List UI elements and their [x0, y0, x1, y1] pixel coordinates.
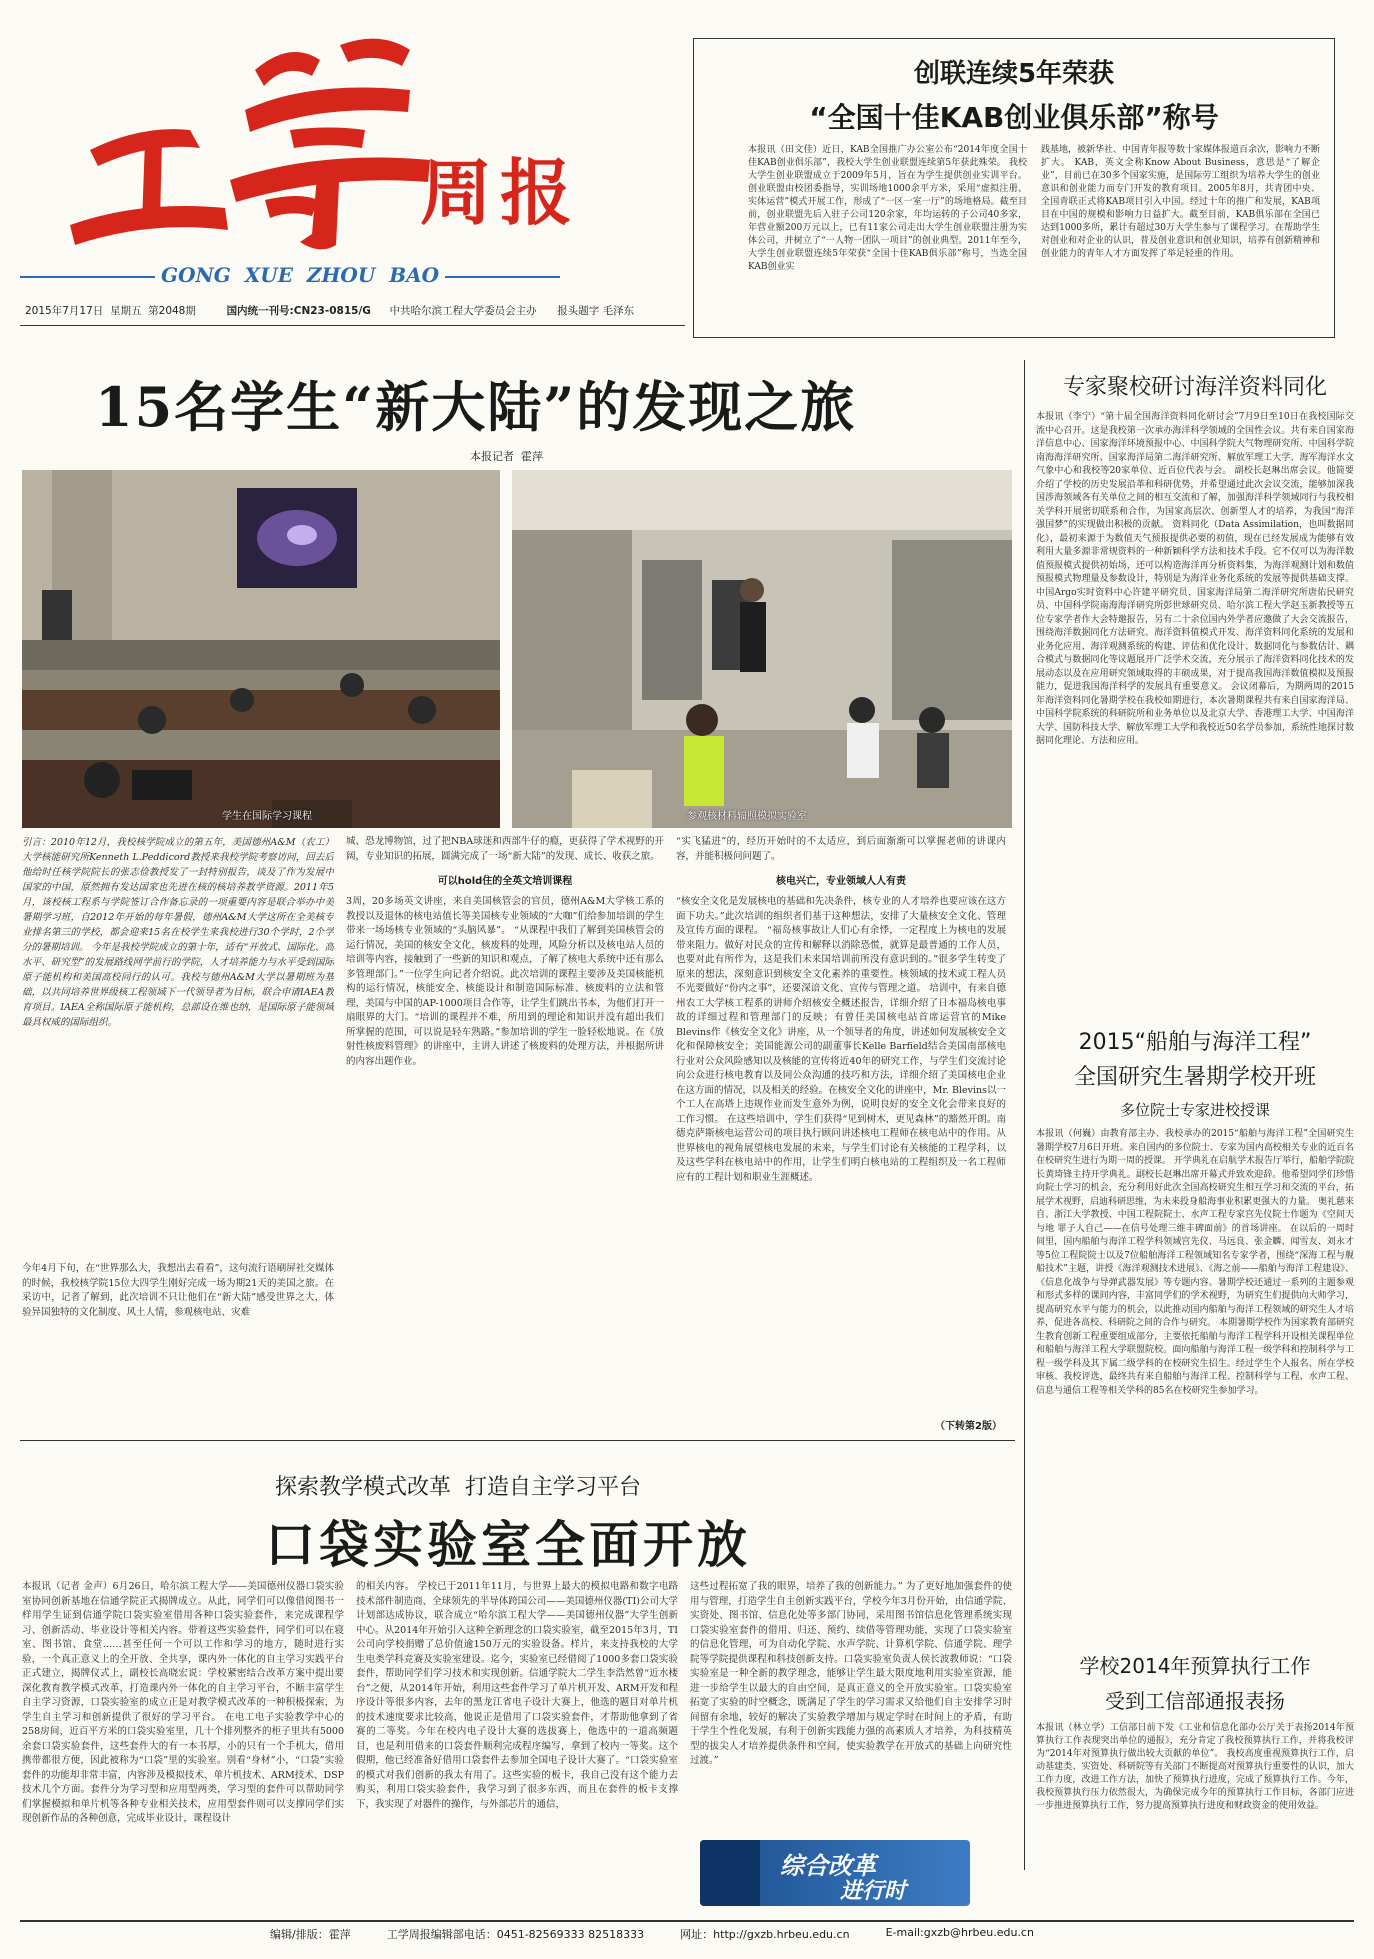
lab-scene-image	[512, 470, 1012, 828]
masthead-bottom-rule	[20, 325, 685, 326]
masthead-weekly: 周报	[420, 151, 581, 235]
main-col-2-subhead: 可以hold住的全英文培训课程	[437, 876, 573, 887]
bottom-headline: 口袋实验室全面开放	[265, 1515, 751, 1574]
main-col-3-lead: “实飞猛进”的，经历开始时的不太适应，到后面渐渐可以掌握老师的讲课内容，并能积极问问题了。	[676, 836, 1006, 862]
sponsor: 中共哈尔滨工程大学委员会主办	[389, 305, 537, 317]
reform-banner	[700, 1840, 970, 1906]
top-right-news-box	[693, 38, 1335, 338]
bottom-col-1: 本报讯（记者 金声）6月26日，哈尔滨工程大学——美国德州仪器口袋实验室协同创新基地在信通学院正式揭牌成立。从此，同学们可以像借阅图书一样用学生证到信通学院口袋实验室借用各种口袋实验套件，来完成课程学习、创新活动、毕业设计等相关内容。带着这些实验套件，同学们可以在寝室、图书馆、食堂……甚至任何一个可以工作和学习的地方，随时进行实验，一个真正意义上的全开放、全共享，课内外一体化的自主学习实践平台正式建立，揭牌仪式上，副校长高晓宏说：学校紧密结合改革方案中提出要深化教育教学模式改革，打造课内外一体化的自主学习平台，不断丰富学生自主学习资源，口袋实验室的成立正是对教学模式改革的一种积极探索，为学生自主学习和创新提供了很好的学习平台。 在电工电子实验教学中心的258房间，近百平方米的口袋实验室里，几十个排列整齐的柜子里共有5000余套口袋实验套件，这些套件大的有一本书厚，小的只有一个手机大，借用携带都很方便，因此被称为“口袋”里的实验室。别看“身材”小，“口袋”实验套件的功能却非常丰富，内容涉及模拟技术、单片机技术、ARM技术、DSP技术几个方面。套件分为学习型和应用型两类，学习型的套件可以帮助同学们掌握模拟和单片机等各种专业相关技术，应用型套件则可以支撑同学们实现创新作品的各种创意，完成毕业设计，课程设计	[22, 1581, 344, 1824]
issue-date: 2015年7月17日	[25, 305, 104, 317]
reform-banner-line-1: 综合改革	[780, 1852, 876, 1880]
main-col-2-lead: 城、恐龙博物馆，过了把NBA球迷和西部牛仔的瘾，更获得了学术视野的开阔，专业知识的拓展，圆满完成了一场“新大陆”的发现、成长、收获之旅。	[346, 836, 664, 862]
photo-classroom	[22, 470, 500, 828]
top-right-title-2: “全国十佳KAB创业俱乐部”称号	[809, 101, 1219, 134]
main-headline: 15名学生“新大陆”的发现之旅	[95, 375, 857, 439]
main-byline: 本报记者 霍萍	[470, 450, 543, 463]
top-right-title-1: 创联连续5年荣获	[913, 59, 1115, 89]
photo-lab-tour	[512, 470, 1012, 828]
issue-weekday: 星期五	[109, 305, 142, 317]
right-story-3-title-1: 学校2014年预算执行工作	[1079, 1654, 1311, 1678]
bottom-col-2: 的相关内容。 学校已于2011年11月，与世界上最大的模拟电路和数字电路技术部件制造商、全球领先的半导体跨国公司——美国德州仪器(TI)公司大学计划部达成协议，联合成立“哈尔滨工程大学——美国德州仪器”大学生创新中心。从2014年开始引入这种全新理念的口袋实验室，截至2015年3月，TI公司向学校捐赠了总价值逾150万元的实验设备。样片，来支持我校的大学生电类学科竞赛及实验室建设。迄今，实验室已经借阅了1000多套口袋实验套件，帮助同学们学习技术和实现创新。信通学院大二学生李浩然曾“近水楼台”之便，从2014年开始，利用这些套件学习了单片机开发、ARM开发和程序设计等很多内容，去年的黑龙江省电子设计大赛上，他选的题目对单片机的技术速度要求比较高，他说正是借用了口袋实验套件，才帮助他拿到了省赛的二等奖。今年在校内电子设计大赛的选拔赛上，他选中的一道高频题目，也是利用借来的口袋套件顺利完成程序编写，拿到了校内一等奖。这个假期，他已经准备好借用口袋套件去参加全国电子设计大赛了。“口袋实验室的模式对我们创新的我太有用了。这些实验的板卡，我自己没有这个能力去购买，利用口袋实验套件，我学习到了很多东西，而且在套件的板卡支撑下，我实现了对器件的操作，与外部芯片的通信，	[356, 1581, 678, 1810]
main-bottom-rule	[20, 1440, 1015, 1441]
masthead-pinyin: GONG XUE ZHOU BAO	[155, 263, 445, 287]
footer-email[interactable]: E-mail:gxzb@hrbeu.edu.cn	[885, 1926, 1034, 1939]
classroom-scene-image	[22, 470, 500, 828]
main-col-3	[676, 835, 1006, 1415]
footer-rule	[20, 1920, 1354, 1922]
main-col-3-body: “核安全文化是发展核电的基础和先决条件，核专业的人才培养也要应该在这方面下功夫。”此次培训的组织者们基于这种想法，安排了大量核安全文化、管理及宣传方面的课程。 “福岛核事故让人们心有余悸，一定程度上为核电的发展带来阻力。做好对民众的宣传和解释以消除恐慌，就算是最普通的工作人员，也要对此有所作为，这是我们未来国培训前所没有意识到的。”很多学生转变了原来的想法，深刻意识到核安全文化素养的重要性。核领域的技术或工程人员不光要做好“份内之事”，还要深谙文化、宣传与管理之道。 培训中，有来自德州农工大学核工程系的讲师介绍核安全概述报告，详细介绍了日本福岛核电事故的详细过程和管理部门的反映；有曾任美国核电站首席运营官的Mike Blevins作《核安全文化》讲座，从一个领导者的角度，讲述如何发展核安全文化和保障核安全；美国能源公司的副董事长Kelle Barfield结合美国南部核电行业对公众风险感知以及核能的宣传将近40年的研究工作，与学生们交流讨论向公众进行核电教育以及同公众沟通的技巧和方法，详细介绍了美国核电企业在这方面的情况，以及相关的经验。在核安全文化的讲座中，Mr. Blevins以一个工人在高塔上违规作业而发生意外为例，说明良好的安全文化会带来良好的工作习惯。 在这些培训中，学生们获得“见到树木，更见森林”的豁然开朗。南德克萨斯核电运营公司的项目执行顾问讲述核电工程师在核电站中的作用。从世界核电的视角展望核电发展的未来，与学生们讨论有关核能的工程学科，以及这些学科在核电站中的作用，让学生们明白核电站的工程组织及一名工程师应有的工程计划和职业生涯概述。	[676, 896, 1006, 1183]
continued-note: （下转第2版）	[935, 1421, 1002, 1432]
right-story-3	[1036, 1650, 1354, 1880]
footer-website[interactable]: 网址：http://gxzb.hrbeu.edu.cn	[680, 1928, 850, 1941]
footer-editor: 编辑/排版：霍萍	[270, 1928, 351, 1941]
top-right-col-2: 践基地，被新华社、中国青年报等数十家媒体报道百余次，影响力不断扩大。 KAB，英文全称Know About Business，意思是“了解企业”，目前已在30多个国家实施，是国际劳工组织为培养大学生的创业意识和创业能力而专门开发的教育项目。2005年8月，共青团中央、全国青联正式将KAB项目引入中国。经过十年的推广和发展，KAB项目在中国的规模和影响力日益扩大。截至目前，KAB俱乐部在全国已达到1000多所，累计有超过30万大学生参与了课程学习。在帮助学生对创业和对企业的认识，普及创业意识和创业知识，培养有创新精神和创业能力的青年人才方面发挥了举足轻重的作用。	[1041, 145, 1320, 259]
top-right-col-1: 本报讯（田文佳）近日，KAB全国推广办公室公布“2014年度全国十佳KAB创业俱乐部”，我校大学生创业联盟连续第5年获此殊荣。 我校大学生创业联盟成立于2009年5月，旨在为学生提供创业实训平台。创业联盟由校团委指导，实训场地1000余平方米，采用“虚拟注册、实体运营”模式开展工作，形成了“一区一室一厅”的场地格局。截至目前，创业联盟先后入驻子公司120余家，年均运转的子公司40多家，年营业额200万元以上，已有11家公司走出大学生创业联盟注册为实体公司，并树立了“一人物一团队一项目”的创业典型。2011年至今，大学生创业联盟连续5年荣获“全国十佳KAB俱乐部”称号，当选全国KAB创业实	[748, 145, 1027, 272]
bottom-col-3: 这些过程拓宽了我的眼界，培养了我的创新能力。” 为了更好地加强套件的使用与管理，打造学生自主创新实践平台，学校今年3月份开始，由信通学院、实资处、图书馆、信息化处等多部门协同，采用图书馆信息化管理系统实现口袋实验室套件的借用、归还、预约、续借等管理功能，实现了口袋实验室的信息化管理，可为自动化学院、水声学院、计算机学院、信通学院、理学院等学院提供课程和科技创新支持。口袋实验室负责人侯长波教师说：“口袋实验室是一种全新的教学理念，能够让学生最大限度地利用实验室资源，能进一步给学生以最大的自由空间，是真正意义的全开放实验室。口袋实验室拓宽了实验的时空概念，既满足了学生的学习需求又给他们自主安排学习时间留有余地，较好的解决了实验教学增加与规定学时在时间上的矛盾，有助于学生个性化发展，有利于创新实践能力强的高素质人才培养，为科技精英型的拔尖人才培养提供条件和空间，使实验教学在开放式的基础上向研究性过渡。”	[690, 1581, 1012, 1766]
calligraphy-credit: 报头题字 毛泽东	[557, 305, 635, 317]
masthead-info-row	[25, 303, 634, 318]
right-story-1-title: 专家聚校研讨海洋资料同化	[1062, 375, 1327, 400]
right-story-1-body: 本报讯（李宁）“第十届全国海洋资料同化研讨会”7月9日至10日在我校国际交流中心召开。这是我校第一次承办海洋科学领域的全国性会议。共有来自国家海洋信息中心、国家海洋环境预报中心、中国科学院大气物理研究所、中国科学院南海海洋研究所、国家海洋局第二海洋研究所、解放军理工大学、海军海洋水文气象中心和我校等20家单位、近百位代表与会。 副校长赵琳出席会议。他简要介绍了学校的历史发展沿革和科研优势，并希望通过此次会议交流，能够加深我国涉海领域各有关单位之间的相互交流和了解，加强海洋科学领域同行与我校相关学科开展密切联系和合作，为国家高层次、创新型人才的培养，为我国“海洋强国梦”的实现做出积极的贡献。 资料同化（Data Assimilation，也叫数据同化），最初来源于为数值天气预报提供必要的初值，现在已经发展成为能够有效利用大量多源非常规资料的一种新颖科学方法和技术手段。它不仅可以为海洋数值预报模式提供初始场，还可以构造海洋再分析资料集，为海洋观测计划和数值预报模式物理量及参数设计，特别是为海洋业务化系统的发展等提供基础支撑。 中国Argo实时资料中心许建平研究员、国家海洋局第二海洋研究所唐佑民研究员、中国科学院南海海洋研究所彭世球研究员、哈尔滨工程大学赵玉新教授等五位专家学者作大会特邀报告，另有二十余位国内外学者应邀做了大会交流报告，围绕海洋数据同化方法研究、海洋资料值模式开发、海洋资料同化系统的发展和业务化应用、海洋观测系统的构建、评估和优化设计、数据同化与参数估计、耦合模式与数据同化等议题展开广泛学术交流，充分展示了海洋资料同化技术的发展动态以及在应用研究领域取得的丰硕成果，对于提高我国海洋数值模拟及预报能力，促进我国海洋科学的发展具有重要意义。 会议闭幕后，为期两周的2015年海洋资料同化暑期学校在我校如期进行，本次暑期课程共有来自国家海洋局、中国科学院系统的科研院所和业务单位以及北京大学、香港理工大学、中国海洋大学、国防科技大学、解放军理工大学和我校近50名学员参加，系统性地探讨数据同化理论、方法和应用。	[1036, 412, 1354, 746]
right-story-1	[1036, 370, 1354, 981]
right-story-2-body: 本报讯（何巍）由教育部主办、我校承办的2015“船舶与海洋工程”全国研究生暑期学校7月6日开班。来自国内的多位院士、专家为国内高校相关专业的近百名在校研究生进行为期一周的授课。 开学典礼在启航学术报告厅举行，船舶学院院长黄琦锋主持开学典礼。副校长赵琳出席开幕式并致欢迎辞。他希望同学们珍惜向院士学习的机会，充分利用好此次全国高校研究生相互学习和交流的平台，拓展学术视野，启迪科研思维，为未来投身船海事业积累更强大的力量。 奥礼慈来自、浙江大学教授、中国工程院院士、水声工程专家宫先仪院士作题为《空间天与地 罪子人自己——在信号处理三维丰碑面前》的首场讲座。 在以后的一周时间里，国内船舶与海洋工程学科领域宫先仪、马远良、张金麟、闻雪友、刘永才等5位工程院院士以及7位船舶海洋工程领域知名专家学者，围绕“深海工程与舰船技术”主题，讲授《海洋观测技术进展》、《海之前——船舶与海洋工程建设》、《信息化战争与导弹武器发展》等专题内容。暑期学校还通过一系列的主题参观和形式多样的课间内容，丰富同学们的学术视野，为研究生们提供向大师学习，提高研究水平与能力的机会，以此推动国内船舶与海洋工程领域的研究生人才培养，促进各高校、科研院之间的合作与研究。 本期暑期学校作为国家教育部研究生教育创新工程重要组成部分，主要依托船舶与海洋工程学科开设相关课程单位和船舶与海洋工程大学联盟院校。面向船舶与海洋工程一级学科和控制科学与工程一级学科及其下属二级学科的在校研究生招生。经过学生个人报名、所在学校审核、我校评选，最终共有来自船舶与海洋工程、控制科学与工程、水声工程、信息与通信工程等相关学科的85名在校研究生参加学习。	[1036, 1129, 1354, 1396]
photo-classroom-caption: 学生在国际学习课程	[222, 811, 312, 822]
photo-lab-caption: 参观核材料辐照模拟实验室	[687, 811, 807, 822]
right-story-2	[1036, 1025, 1354, 1618]
issue-number: 第2048期	[148, 305, 196, 317]
cn-number: 国内统一刊号:CN23-0815/G	[226, 305, 371, 317]
right-story-3-title-2: 受到工信部通报表扬	[1105, 1689, 1285, 1713]
right-story-2-title-1: 2015“船舶与海洋工程”	[1078, 1030, 1312, 1055]
right-story-2-subtitle: 多位院士专家进校授课	[1119, 1101, 1270, 1119]
reform-banner-accent	[700, 1840, 760, 1906]
right-story-2-title-2: 全国研究生暑期学校开班	[1073, 1065, 1316, 1090]
main-col-3-subhead: 核电兴亡，专业领域人人有责	[776, 876, 906, 887]
reform-banner-line-2: 进行时	[840, 1879, 907, 1904]
main-col-2	[346, 835, 664, 1430]
vertical-divider	[1024, 360, 1025, 1870]
main-intro-box	[22, 835, 334, 1250]
main-col-1: 今年4月下旬，在“世界那么大，我想出去看看”，这句流行语刷屏社交媒体的时候，我校核学院15位大四学生刚好完成一场为期21天的美国之旅。在采访中，记者了解到，此次培训不只让他们在“新大陆”感受世界之大，体验异国独特的文化制度、风土人情，参观核电站、灾难	[22, 1263, 334, 1318]
footer	[270, 1926, 1350, 1942]
right-story-3-body: 本报讯（林立学）工信部日前下发《工业和信息化部办公厅关于表扬2014年预算执行工作表现突出单位的通报》，充分肯定了我校预算执行工作，并将我校评为“2014年对预算执行做出较大贡献的单位”。 我校高度重视预算执行工作，启动基建类、实资处、科研院等有关部门不断提高对预算执行重要性的认识，加大工作力度，改进工作方法，加快了预算执行进度，完成了预算执行工作。今年，我校预算执行压力依然很大，为确保完成今年的预算执行工作目标，各部门应进一步推进预算执行工作，努力提高预算执行进度和财政资金的使用效益。	[1036, 1723, 1354, 1811]
main-col-2-body: 3周，20多场英文讲座，来自美国核管会的官员，德州A&M大学核工系的教授以及退休的核电站值长等美国核专业领域的“大咖”们给参加培训的学生带来一场场核专业领域的“头脑风暴”。 “从课程中我们了解到美国核管会的运行情况，美国的核安全文化，核废料的处理，风险分析以及核电站人员的培训等内容，接触到了一些新的知识和观点，了解了核电大系统中还有那么多管理部门。”一位学生向记者介绍说。此次培训的课程主要涉及美国核能机构的运行情况，核能安全、核能设计和制造国际标准、核废料的立法和管理，美国与中国的AP-1000项目合作等，让学生们跳出书本，为他们打开一扇眼界的大门。“培训的课程并不难，所用到的理论和知识并没有超出我们所掌握的范围，可以说是轻车熟路。”参加培训的学生一脸轻松地说。在《放射性核废料管理》的讲座中，主讲人讲述了核废料的处理方法，并根据所讲的内容出题作业。	[346, 896, 664, 1067]
footer-phone: 工学周报编辑部电话：0451-82569333 82518333	[386, 1928, 645, 1941]
bottom-kicker: 探索教学模式改革 打造自主学习平台	[275, 1475, 641, 1500]
main-intro: 引言：2010年12月，我校核学院成立的第五年，美国德州A&M（农工）大学核能研究所Kenneth L.Peddicord教授来我校学院考察访问，回去后他给时任核学院院长的张志俭教授发了一封特别报告，谈及了作为发展中国家的中国，原然拥有发达国家也先进在核的核培养教学资源。2011年5月，该校核工程系与学院签订合作备忘录的一项重要内容是联合举办中美暑期学习班，自2012年开始的每年暑假，德州A&M大学这所在全美核专业排名第三的学校，都会迎来15名在校学生来我校进行30个学时，2个学分的暑期培训。 今年是我校学院成立的第十年，适有“开放式、国际化、高水平、研究型”的发展路线网学前行的学院，人才培养能力与水平受到国际原子能机构和美国高校同行的认可。我校与德州A&M大学以暑期班为基础，以共同培养世界级核工程领域下一代领导者为目标，联合申请IAEA教育项目。IAEA全称国际原子能机构，总部设在维也纳，是国际原子能领域最具权威的国际组织。	[22, 837, 334, 1028]
masthead	[20, 20, 680, 340]
